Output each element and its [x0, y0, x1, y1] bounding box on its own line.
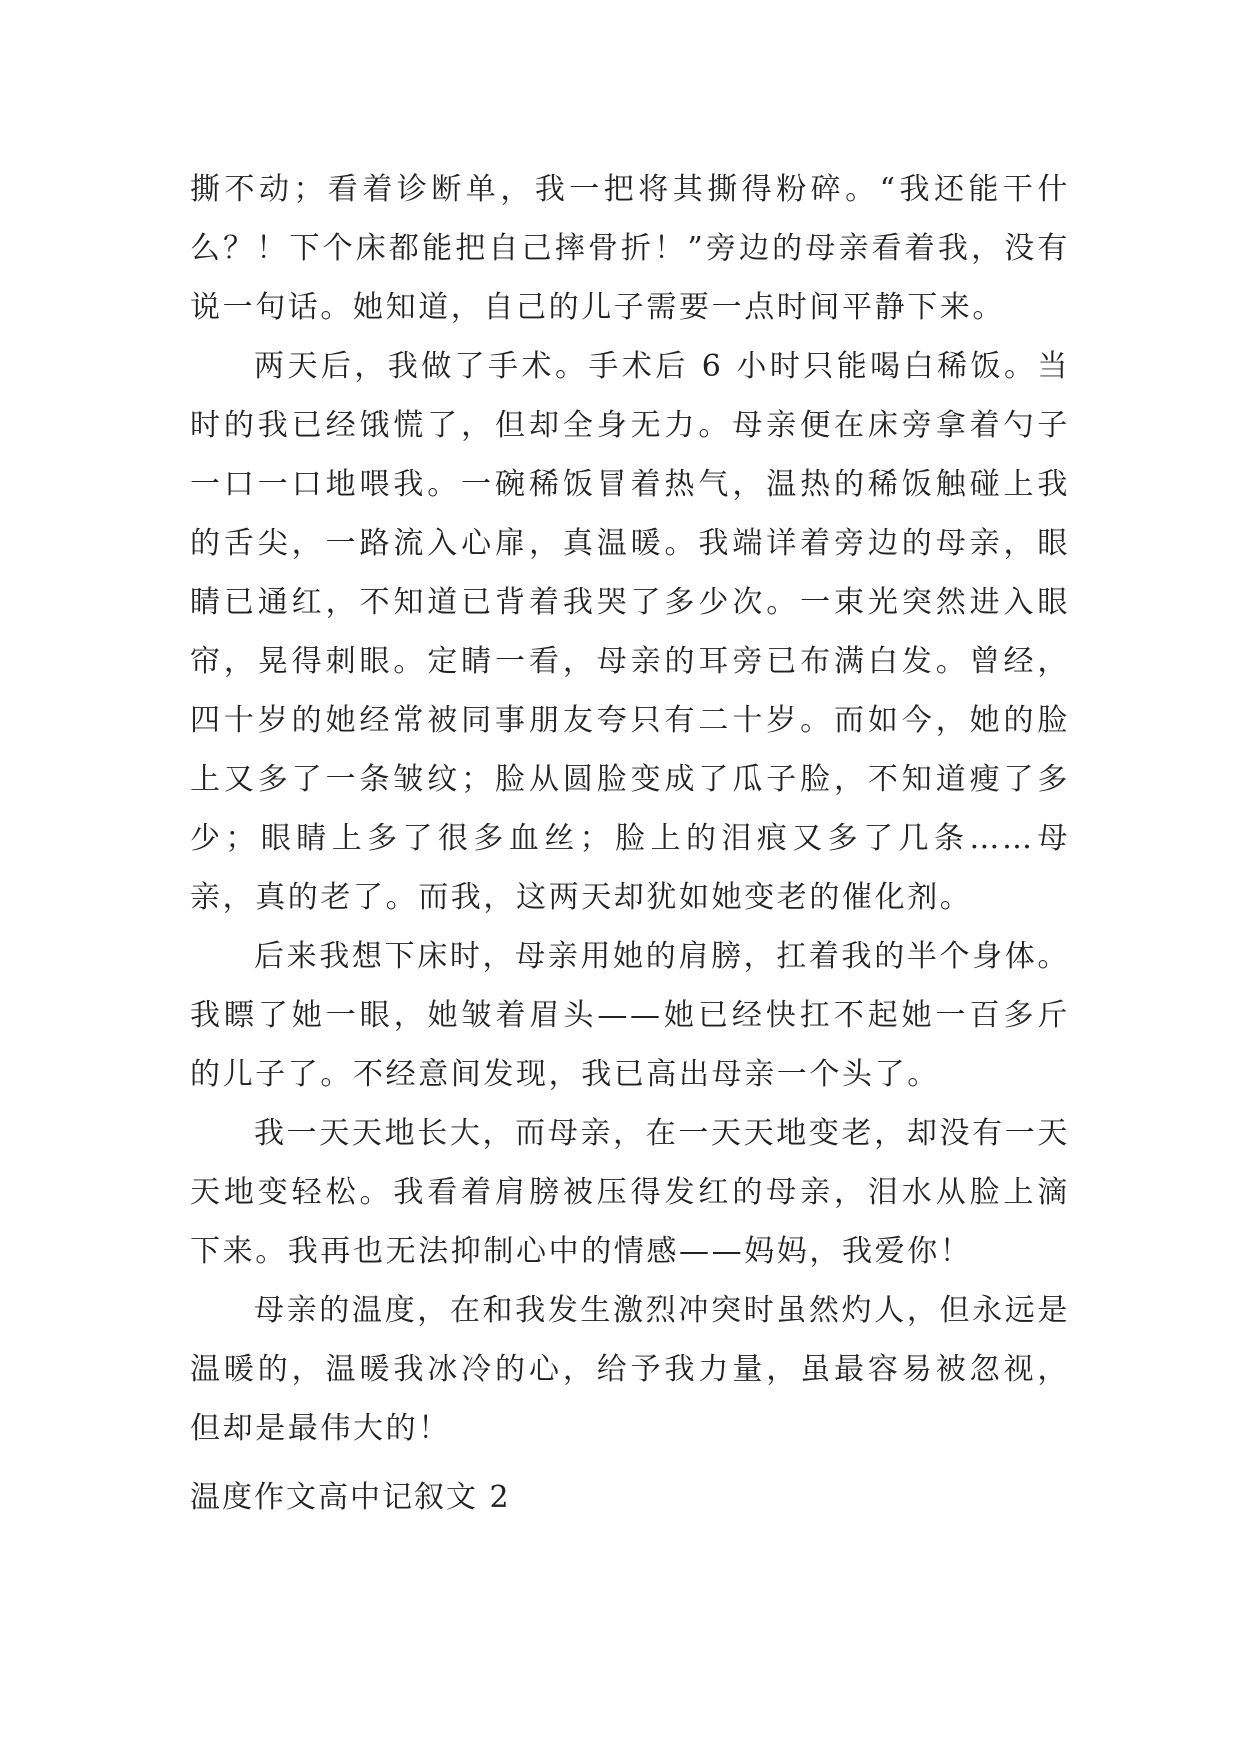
paragraph-1: 撕不动；看着诊断单，我一把将其撕得粉碎。“我还能干什么？！下个床都能把自己摔骨折！”旁边的母亲看着我，没有说一句话。她知道，自己的儿子需要一点时间平静下来。	[190, 172, 1070, 325]
essay-body	[190, 160, 1070, 1458]
paragraph-2: 两天后，我做了手术。手术后 6 小时只能喝白稀饭。当时的我已经饿慌了，但却全身无力。母亲便在床旁拿着勺子一口一口地喂我。一碗稀饭冒着热气，温热的稀饭触碰上我的舌尖，一路流入心扉，真温暖。我端详着旁边的母亲，眼睛已通红，不知道已背着我哭了多少次。一束光突然进入眼帘，晃得刺眼。定睛一看，母亲的耳旁已布满白发。曾经，四十岁的她经常被同事朋友夸只有二十岁。而如今，她的脸上又多了一条皱纹；脸从圆脸变成了瓜子脸，不知道瘦了多少；眼睛上多了很多血丝；脸上的泪痕又多了几条……母亲，真的老了。而我，这两天却犹如她变老的催化剂。	[190, 349, 1070, 915]
paragraph-3: 后来我想下床时，母亲用她的肩膀，扛着我的半个身体。我瞟了她一眼，她皱着眉头——她已经快扛不起她一百多斤的儿子了。不经意间发现，我已高出母亲一个头了。	[190, 939, 1070, 1092]
paragraph-4: 我一天天地长大，而母亲，在一天天地变老，却没有一天天地变轻松。我看着肩膀被压得发红的母亲，泪水从脸上滴下来。我再也无法抑制心中的情感——妈妈，我爱你！	[190, 1116, 1070, 1269]
paragraph-5: 母亲的温度，在和我发生激烈冲突时虽然灼人，但永远是温暖的，温暖我冰冷的心，给予我力量，虽最容易被忽视，但却是最伟大的！	[190, 1293, 1070, 1446]
section-heading: 温度作文高中记叙文 2	[190, 1480, 511, 1515]
